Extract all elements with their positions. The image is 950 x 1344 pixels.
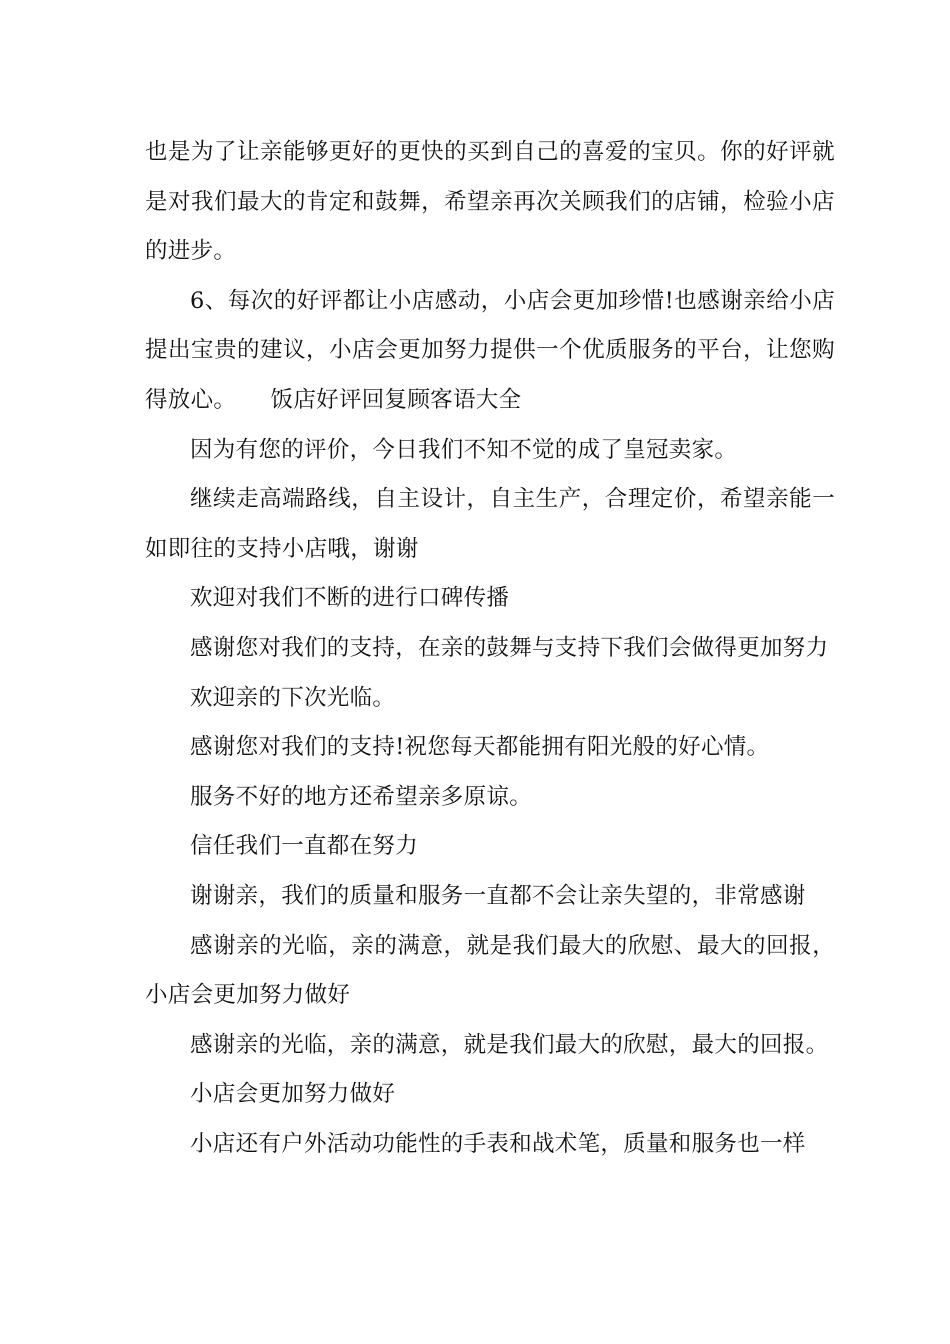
paragraph: 欢迎亲的下次光临。 xyxy=(190,684,396,711)
document-body xyxy=(145,128,835,1169)
paragraph: 小店还有户外活动功能性的手表和战术笔，质量和服务也一样 xyxy=(190,1130,806,1157)
paragraph: 也是为了让亲能够更好的更快的买到自己的喜爱的宝贝。你的好评就是对我们最大的肯定和鼓舞，希望亲再次关顾我们的店铺，检验小店的进步。 xyxy=(145,139,835,265)
paragraph: 服务不好的地方还希望亲多原谅。 xyxy=(190,783,533,810)
paragraph: 因为有您的评价，今日我们不知不觉的成了皇冠卖家。 xyxy=(190,436,738,463)
paragraph: 感谢亲的光临，亲的满意，就是我们最大的欣慰，最大的回报。 xyxy=(190,1031,829,1058)
paragraph: 感谢您对我们的支持，在亲的鼓舞与支持下我们会做得更加努力 xyxy=(190,634,829,661)
paragraph: 感谢您对我们的支持!祝您每天都能拥有阳光般的好心情。 xyxy=(190,734,770,761)
paragraph: 6、每次的好评都让小店感动，小店会更加珍惜!也感谢亲给小店提出宝贵的建议，小店会更加努力提供一个优质服务的平台，让您购得放心。 饭店好评回复顾客语大全 xyxy=(145,287,835,413)
paragraph: 欢迎对我们不断的进行口碑传播 xyxy=(190,585,510,612)
paragraph: 继续走高端路线，自主设计，自主生产，合理定价，希望亲能一如即往的支持小店哦，谢谢 xyxy=(145,486,835,562)
paragraph: 感谢亲的光临，亲的满意，就是我们最大的欣慰、最大的回报，小店会更加努力做好 xyxy=(145,932,835,1009)
paragraph: 小店会更加努力做好 xyxy=(190,1081,396,1108)
paragraph: 谢谢亲，我们的质量和服务一直都不会让亲失望的，非常感谢 xyxy=(190,882,806,909)
paragraph: 信任我们一直都在努力 xyxy=(190,833,419,860)
